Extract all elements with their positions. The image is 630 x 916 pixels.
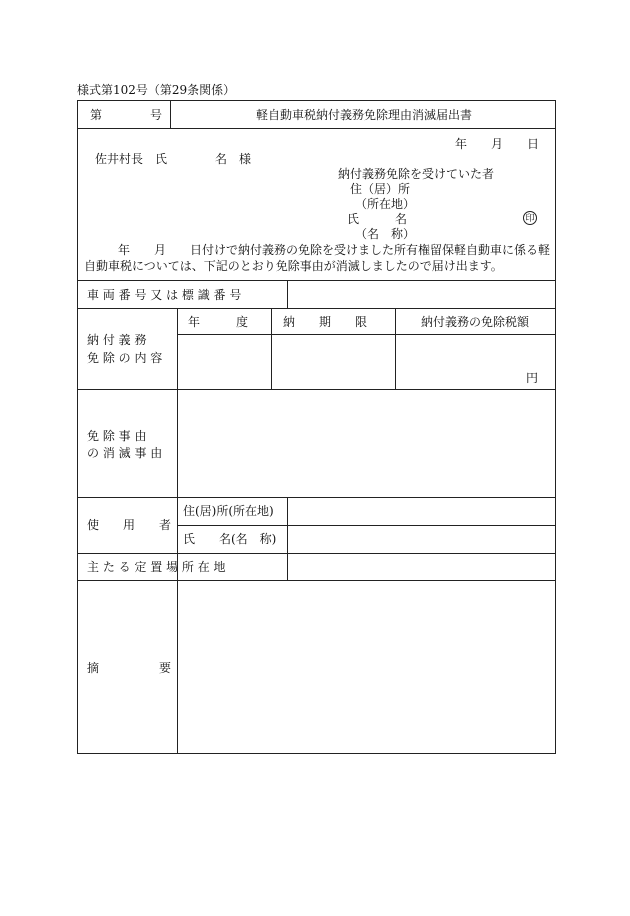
col-period-header: 納 期 限 — [283, 315, 368, 329]
exemption-year-field[interactable] — [178, 335, 271, 389]
reason-field[interactable] — [178, 390, 555, 497]
user-address-field[interactable] — [288, 498, 555, 525]
addressee: 佐井村長 氏 名 様 — [95, 152, 252, 166]
rule-vehicle — [77, 308, 556, 309]
col-year-header: 年 度 — [188, 315, 249, 329]
col-amount-header: 納付義務の免除税額 — [421, 315, 530, 329]
remarks-field[interactable] — [178, 581, 555, 753]
rule-header-divider — [170, 100, 171, 128]
body-text-line1: 年 月 日付けで納付義務の免除を受けました所有権留保軽自動車に係る軽 — [118, 243, 551, 257]
applicant-name-alt-label: （名 称） — [355, 227, 416, 241]
body-text-line2: 自動車税については、下記のとおり免除事由が消滅しましたので届け出ます。 — [84, 259, 503, 273]
form-id: 様式第102号（第29条関係） — [77, 83, 236, 97]
seal-mark: 印 — [523, 211, 537, 225]
user-label: 使 用 者 — [87, 518, 172, 532]
remarks-label: 摘 要 — [87, 661, 172, 675]
user-name-label: 氏 名(名 称) — [183, 532, 277, 546]
yen-unit: 円 — [526, 371, 539, 385]
storage-location-field[interactable] — [288, 554, 555, 580]
vehicle-number-field[interactable] — [288, 281, 555, 308]
vehicle-number-label: 車 両 番 号 又 は 標 識 番 号 — [87, 288, 242, 302]
user-address-label: 住(居)所(所在地) — [183, 504, 274, 518]
submission-date[interactable]: 年 月 日 — [455, 137, 540, 151]
number-label: 第 号 — [90, 108, 163, 122]
reason-label-line1: 免 除 事 由 — [87, 429, 147, 443]
exemption-label-line1: 納 付 義 務 — [87, 333, 147, 347]
user-name-field[interactable] — [288, 526, 555, 553]
exemption-period-field[interactable] — [272, 335, 395, 389]
applicant-address-label: 住（居）所 — [350, 182, 411, 196]
applicant-role: 納付義務免除を受けていた者 — [338, 167, 495, 181]
applicant-location-label: （所在地） — [355, 197, 416, 211]
rule-header — [77, 128, 556, 129]
exemption-label-line2: 免 除 の 内 容 — [87, 351, 163, 365]
storage-location-label: 主 た る 定 置 場 所 在 地 — [87, 560, 226, 574]
reason-label-line2: の 消 滅 事 由 — [87, 446, 163, 460]
applicant-name-label: 氏 名 — [347, 212, 408, 226]
form-title: 軽自動車税納付義務免除理由消滅届出書 — [256, 108, 473, 122]
